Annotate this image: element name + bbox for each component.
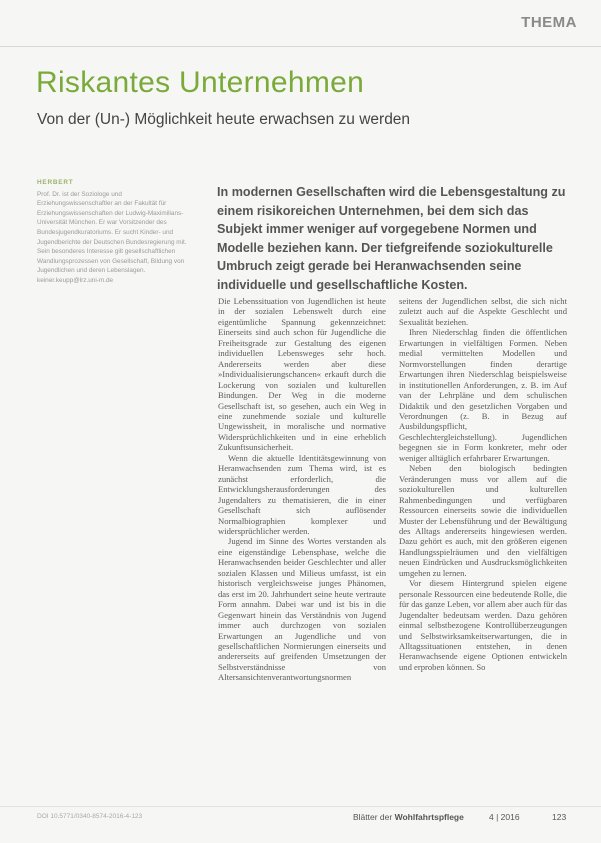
body-column-1 [218,296,386,683]
journal-name [353,812,464,822]
article-lead: In modernen Gesellschaften wird die Lebensgestaltung zu einem risikoreichen Unternehmen, bei dem sich das Subjekt immer weniger auf vorgegebene Normen und Modelle beziehen kann. Der tiefgreifende soziokulturelle Umbruch zeigt gerade bei Heranwachsenden seine individuelle und gesellschaftliche Kosten. [217,185,566,292]
paragraph: Die Lebenssituation von Jugendlichen ist heute in der sozialen Lebenswelt durch eine eigentümliche Spannung gekennzeichnet: Einerseits sind auch schon für Jugendliche die Freiheitsgrade zur Gestaltung des eigenen individuellen Lebensweges sehr hoch. Andererseits werden aber diese »Individualisierungschancen« erkauft durch die Lockerung von sozialen und kulturellen Bindungen. Der Weg in die moderne Gesellschaft ist, so gesehen, auch ein Weg in eine zunehmende soziale und kulturelle Ungewissheit, in moralische und normative Widersprüchlichkeiten und in eine erheblich Zukunftsunsicherheit. [218,296,386,453]
paragraph: Wenn die aktuelle Identitätsgewinnung von Heranwachsenden zum Thema wird, ist es zunächst erforderlich, die Entwicklungsherausforderungen des Jugendalters zu thematisieren, die in einer Gesellschaft sich auflösender Normalbiographien komplexer und widersprüchlicher werden. [218,452,386,536]
doi-text: DOI 10.5771/0340-8574-2016-4-123 [37,813,143,820]
author-bio: Prof. Dr. ist der Soziologe und Erziehungswissenschaftler an der Fakultät für Erziehungswissenschaften der Ludwig-Maximilians-Universität München. Er war Vorsitzender des Bundesjugendkuratoriums. Er sucht Kinder- und Jugendberichte der Deutschen Bundesregierung mit. Sein besonderes Interesse gilt gesellschaftlichen Wandlungsprozessen von Gesellschaft, Bildung von Jugendlichen und deren Lebenslagen. keiner.keupp@lrz.uni-m.de [37,190,187,284]
article-subtitle: Von der (Un-) Möglichkeit heute erwachsen zu werden [37,111,411,128]
author-heading: HERBERT [37,179,74,186]
issue-number: 4 | 2016 [489,812,520,822]
page-number: 123 [552,812,567,822]
paragraph: Neben den biologisch bedingten Veränderungen muss vor allem auf die soziokulturellen und kulturellen Rahmenbedingungen und verfügbaren Ressourcen einerseits sowie die individuellen Muster der Lebensführung und der Bewältigung des Alltags andererseits hingewiesen werden. Dazu gehört es auch, mit den größeren eigenen Handlungsspielräumen und den vielfältigen neuen Eindrücken und Ausdrucksmöglichkeiten umgehen zu lernen. [399,463,567,578]
paragraph: Jugend im Sinne des Wortes verstanden als eine eigenständige Lebensphase, welche die Heranwachsenden beider Geschlechter und aller sozialen Klassen und Milieus umfasst, ist ein historisch vergleichsweise junges Phänomen, das erst im 20. Jahrhundert seine heute vertraute Form annahm. Dabei war und ist bis in die Gegenwart hinein das Verständnis von Jugend immer auch durchzogen von sozialen Erwartungen an Jugendliche und von gesellschaftlichen Normierungen einerseits und andererseits auf greifenden Umsetzungen der Selbstverständnisse von Altersansichtenverantwortungsnormen [218,536,386,683]
paragraph: Vor diesem Hintergrund spielen eigene personale Ressourcen eine bedeutende Rolle, die für das ganze Leben, vor allem aber auch für das Jugendalter bedeutsam werden. Dazu gehören einmal selbstbezogene Kontrollüberzeugungen und Selbstwirksamkeitserwartungen, die in Alltagssituationen entstehen, in denen Heranwachsende eigene Optionen entwickeln und erproben können. So [399,578,567,672]
paragraph: Ihren Niederschlag finden die öffentlichen Erwartungen in vielfältigen Formen. Neben medial vermittelten Modellen und Normvorstellungen finden derartige Erwartungen ihren Niederschlag beispielsweise in institutionellen Anforderungen, z. B. im Auf van der Lehrpläne und dem schulischen Didaktik und den gesetzlichen Vorgaben und Verordnungen (z. B. in Bezug auf Ausbildungspflicht, Geschlechtergleichstellung). Jugendlichen begegnen sie in Form konkreter, mehr oder weniger alltäglich erfahrbarer Erwartungen. [399,327,567,463]
section-label: THEMA [521,14,577,31]
article-title: Riskantes Unternehmen [36,66,365,99]
body-column-2 [399,296,567,672]
header-divider [0,46,601,47]
journal-name-bold: Wohlfahrtspflege [394,812,464,822]
paragraph: seitens der Jugendlichen selbst, die sich nicht zuletzt auch auf die Aspekte Geschlecht und Sexualität beziehen. [399,296,567,327]
journal-name-regular: Blätter der [353,812,393,822]
author-box [37,178,187,286]
footer-divider [0,806,601,807]
